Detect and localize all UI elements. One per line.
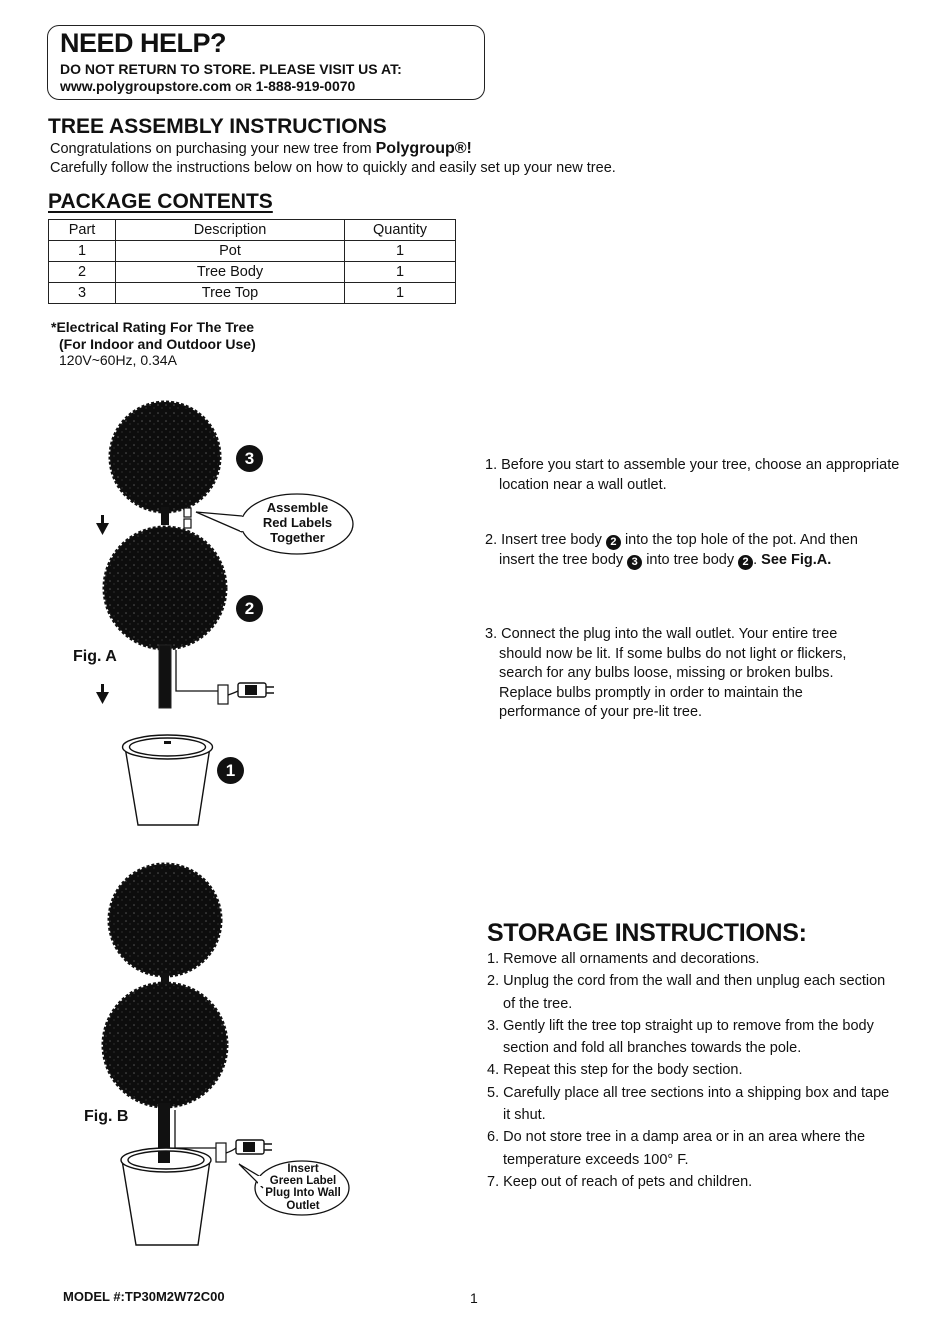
tree-top-stem bbox=[161, 507, 169, 525]
assembly-congrats bbox=[50, 139, 472, 159]
assembly-follow: Carefully follow the instructions below on how to quickly and easily set up your new tree. bbox=[50, 160, 616, 176]
storage-title: STORAGE INSTRUCTIONS: bbox=[487, 919, 807, 947]
part-2-badge: 2 bbox=[236, 595, 263, 622]
cell-quantity: 1 bbox=[345, 283, 456, 304]
tree-trunk bbox=[159, 645, 171, 708]
col-header-quantity: Quantity bbox=[345, 220, 456, 241]
step-2 bbox=[485, 531, 858, 570]
step-3-line: performance of your pre-lit tree. bbox=[499, 704, 703, 720]
cell-description: Tree Body bbox=[116, 262, 345, 283]
cell-quantity: 1 bbox=[345, 241, 456, 262]
step-1-line: 1. Before you start to assemble your tree, choose an appropriate bbox=[485, 457, 900, 473]
list-item: temperature exceeds 100° F. bbox=[503, 1151, 689, 1168]
step-2-text: 2. Insert tree body bbox=[485, 532, 602, 548]
list-item: 5. Carefully place all tree sections into a shipping box and tape bbox=[487, 1084, 890, 1101]
rating-title: *Electrical Rating For The Tree bbox=[51, 319, 255, 335]
table-row bbox=[49, 283, 456, 304]
table-header-row bbox=[49, 220, 456, 241]
callout-b-line: Insert bbox=[287, 1163, 319, 1175]
step-2-text: into tree body bbox=[646, 551, 735, 568]
callout-a-line: Assemble bbox=[266, 500, 329, 515]
help-notice: DO NOT RETURN TO STORE. PLEASE VISIT US AT: bbox=[60, 61, 402, 77]
tree-top-ball bbox=[109, 864, 221, 976]
step-1-line: location near a wall outlet. bbox=[499, 476, 667, 493]
help-phone: 1-888-919-0070 bbox=[255, 78, 356, 94]
table-row bbox=[49, 241, 456, 262]
help-website[interactable]: www.polygroupstore.com bbox=[60, 78, 232, 94]
cell-part: 2 bbox=[49, 262, 116, 283]
step-3-line: 3. Connect the plug into the wall outlet. Your entire tree bbox=[485, 626, 838, 642]
step-2-line bbox=[485, 551, 858, 571]
callout-b-line: Outlet bbox=[286, 1199, 320, 1212]
storage-list bbox=[487, 948, 889, 1193]
cell-description: Tree Top bbox=[116, 283, 345, 304]
congrats-text: Congratulations on purchasing your new tree from bbox=[50, 141, 372, 157]
list-item: 4. Repeat this step for the body section. bbox=[487, 1062, 743, 1079]
step-2-line bbox=[485, 531, 858, 551]
callout-text-b bbox=[258, 1163, 348, 1212]
package-title: PACKAGE CONTENTS bbox=[48, 190, 273, 213]
arrow-down-icon bbox=[96, 515, 109, 535]
table-row bbox=[49, 262, 456, 283]
list-item: of the tree. bbox=[503, 995, 573, 1012]
cell-quantity: 1 bbox=[345, 262, 456, 283]
step-3-line: search for any bulbs loose, missing or broken bulbs. bbox=[499, 665, 834, 681]
part-2-icon: 2 bbox=[606, 535, 621, 550]
page-number: 1 bbox=[470, 1290, 478, 1306]
list-item: it shut. bbox=[503, 1107, 546, 1124]
assembly-title: TREE ASSEMBLY INSTRUCTIONS bbox=[48, 115, 387, 138]
brand-name: Polygroup®! bbox=[375, 140, 472, 157]
list-item: 7. Keep out of reach of pets and children. bbox=[487, 1173, 753, 1190]
cell-description: Pot bbox=[116, 241, 345, 262]
callout-b-line: Green Label bbox=[269, 1175, 337, 1188]
help-contact bbox=[60, 78, 355, 94]
list-item: 3. Gently lift the tree top straight up to remove from the body bbox=[487, 1017, 874, 1034]
pot bbox=[123, 735, 213, 825]
list-item: 1. Remove all ornaments and decorations. bbox=[487, 951, 760, 967]
part-1-badge: 1 bbox=[217, 757, 244, 784]
step-3-line: should now be lit. If some bulbs do not light or flickers, bbox=[499, 645, 847, 662]
tree-body-ball bbox=[103, 983, 227, 1107]
step-1 bbox=[485, 456, 899, 495]
step-2-text: . bbox=[753, 551, 758, 568]
callout-a-line: Together bbox=[270, 530, 325, 545]
help-box bbox=[47, 25, 485, 100]
electrical-rating bbox=[51, 319, 256, 369]
cell-part: 1 bbox=[49, 241, 116, 262]
see-fig-a-ref: See Fig.A. bbox=[761, 551, 832, 568]
col-header-part: Part bbox=[49, 220, 116, 241]
callout-text-a bbox=[250, 500, 345, 545]
figure-a-label: Fig. A bbox=[73, 648, 117, 665]
arrow-down-icon bbox=[96, 684, 109, 704]
step-3-line: Replace bulbs promptly in order to maintain the bbox=[499, 684, 803, 701]
part-3-badge: 3 bbox=[236, 445, 263, 472]
callout-a-line: Red Labels bbox=[262, 515, 333, 530]
step-3 bbox=[485, 625, 846, 723]
step-2-text: insert the tree body bbox=[499, 551, 624, 568]
figure-b-label: Fig. B bbox=[84, 1108, 129, 1125]
callout-b-line: Plug Into Wall bbox=[265, 1187, 341, 1200]
model-number: MODEL #:TP30M2W72C00 bbox=[63, 1289, 225, 1304]
part-3-icon: 3 bbox=[627, 555, 642, 570]
package-table bbox=[48, 219, 456, 304]
list-item: 2. Unplug the cord from the wall and then unplug each section bbox=[487, 973, 886, 990]
help-or: OR bbox=[235, 82, 252, 94]
rating-value: 120V~60Hz, 0.34A bbox=[59, 352, 177, 368]
help-title: NEED HELP? bbox=[60, 28, 227, 58]
list-item: 6. Do not store tree in a damp area or in an area where the bbox=[487, 1129, 866, 1146]
rating-use: (For Indoor and Outdoor Use) bbox=[59, 335, 256, 352]
cell-part: 3 bbox=[49, 283, 116, 304]
col-header-description: Description bbox=[116, 220, 345, 241]
list-item: section and fold all branches towards the pole. bbox=[503, 1040, 802, 1057]
part-2-icon: 2 bbox=[738, 555, 753, 570]
step-2-text: into the top hole of the pot. And then bbox=[624, 532, 858, 548]
